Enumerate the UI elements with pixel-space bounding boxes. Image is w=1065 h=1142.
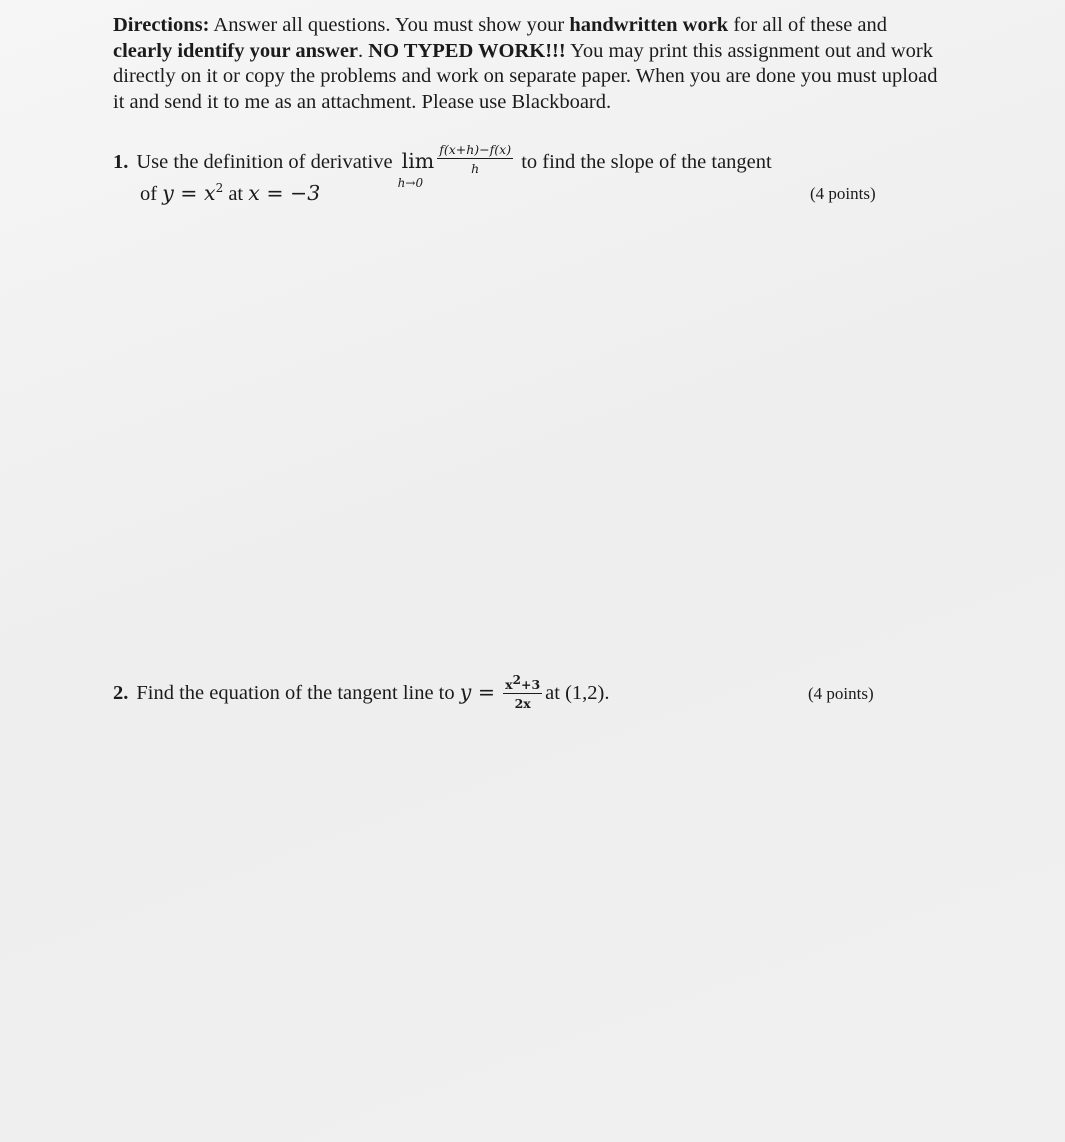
question-1-points: (4 points) bbox=[810, 184, 876, 203]
lim-word: lim bbox=[401, 149, 435, 174]
question-2-fraction-denominator: 2x bbox=[514, 696, 531, 711]
question-1-x-value: x = −3 bbox=[248, 181, 321, 205]
directions-bold-identify: clearly identify your answer bbox=[113, 39, 359, 62]
question-1-line-1 bbox=[113, 142, 772, 191]
limit-expression bbox=[397, 148, 435, 191]
question-2-line bbox=[113, 672, 610, 711]
fraction-denominator: h bbox=[471, 161, 480, 176]
directions-paragraph bbox=[113, 13, 943, 115]
question-1-number: 1. bbox=[113, 151, 129, 174]
directions-bold-no-typed: NO TYPED WORK!!! bbox=[368, 39, 566, 62]
numerator-rest: +3 bbox=[520, 677, 541, 692]
question-2-number: 2. bbox=[113, 682, 129, 705]
question-1-line-2 bbox=[140, 180, 320, 207]
question-1-exponent: 2 bbox=[215, 181, 224, 196]
directions-text-1: Answer all questions. You must show your bbox=[209, 14, 570, 36]
directions-text-2: for all of these and bbox=[728, 14, 888, 36]
directions-text-4: You may print this assignment out and work directly on it or copy the problems and work on separate paper. When you are done you must upload it and send it to me as an attachment. Please use Blackboard. bbox=[113, 39, 938, 113]
question-1-at: at bbox=[223, 183, 249, 205]
fraction-numerator: f(x+h)−f(x) bbox=[439, 142, 512, 157]
numerator-exponent: 2 bbox=[512, 672, 521, 687]
lim-subscript: h→0 bbox=[397, 176, 424, 191]
question-1-text-before: Use the definition of derivative bbox=[136, 151, 393, 174]
question-2-fraction bbox=[503, 672, 542, 711]
question-2-fraction-numerator bbox=[503, 672, 542, 694]
question-1-function: y = x bbox=[162, 181, 216, 205]
question-1-line2-prefix: of bbox=[140, 183, 163, 205]
directions-text-3: . bbox=[358, 39, 369, 62]
question-2-text-after: at (1,2). bbox=[545, 682, 610, 705]
directions-bold-handwritten: handwritten work bbox=[569, 14, 729, 36]
numerator-base: x bbox=[505, 677, 513, 692]
question-2-y-equals: y = bbox=[459, 680, 496, 705]
directions-label: Directions: bbox=[113, 14, 210, 36]
question-2-text-before: Find the equation of the tangent line to bbox=[136, 682, 460, 705]
difference-quotient-fraction bbox=[437, 143, 513, 176]
question-2-points: (4 points) bbox=[808, 684, 874, 703]
question-1-text-after: to find the slope of the tangent bbox=[516, 151, 772, 174]
